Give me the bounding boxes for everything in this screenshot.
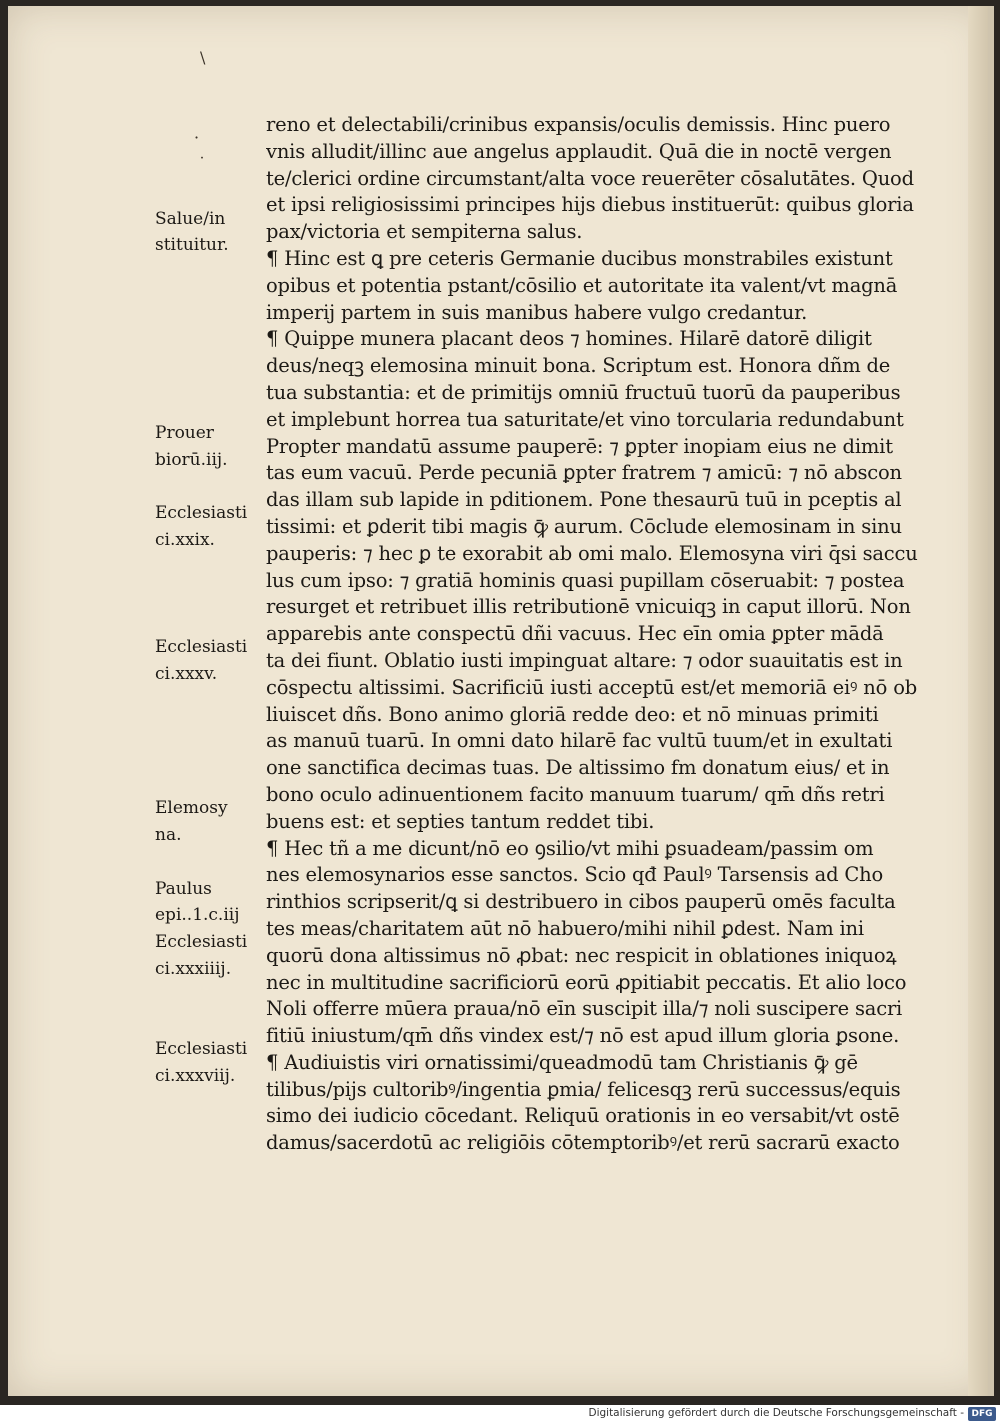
margin-note: Salue/in (155, 208, 226, 229)
text-line: tas eum vacuū. Perde pecuniā ꝑpter fratrem ⁊ amicū: ⁊ nō abscon (266, 461, 902, 485)
margin-note: ci.xxxv. (155, 664, 218, 685)
text-line: quorū dona altissimus nō ꝓbat: nec respicit in oblationes iniquoꝝ (266, 943, 897, 967)
main-text-block (266, 112, 936, 1157)
text-line: apparebis ante conspectū dñi vacuus. Hec eīn omia ꝑpter mādā (266, 622, 884, 646)
margin-note: ci.xxxiiij. (155, 959, 232, 979)
text-line: resurget et retribuet illis retributionē vnicuiqꝫ in caput illorū. Non (266, 595, 911, 619)
text-line: tilibus/pijs cultoribꝰ/ingentia ꝑmia/ felicesqꝫ rerū successus/equis (266, 1077, 901, 1101)
margin-note: ci.xxxviij. (155, 1066, 236, 1087)
text-line: pax/victoria et sempiterna salus. (266, 220, 583, 244)
text-line: reno et delectabili/crinibus expansis/oculis demissis. Hinc puero (266, 113, 891, 136)
text-line: bono oculo adinuentionem facito manuum tuarum/ qm̄ dñs retri (266, 782, 885, 806)
ink-mark: \ (200, 48, 206, 67)
text-line: ta dei fiunt. Oblatio iusti impinguat altare: ⁊ odor suauitatis est in (266, 648, 903, 672)
text-line: tes meas/charitatem aūt nō habuero/mihi nihil ꝑdest. Nam ini (266, 916, 864, 940)
margin-note: biorū.iij. (155, 449, 228, 470)
text-line: et ipsi religiosissimi principes hijs diebus instituerūt: quibus gloria (266, 193, 914, 217)
margin-note: Ecclesiasti (155, 503, 248, 524)
text-line: tissimi: et ꝑderit tibi magis ꝙ̄ aurum. Cōclude elemosinam in sinu (266, 514, 902, 538)
margin-note: Ecclesiasti (155, 1039, 248, 1060)
dfg-logo: DFG (968, 1407, 996, 1421)
ink-mark: ˙ (198, 154, 206, 173)
text-line: das illam sub lapide in pditionem. Pone thesaurū tuū in pceptis al (266, 488, 902, 512)
text-line: buens est: et septies tantum reddet tibi. (266, 809, 655, 833)
text-line: cōspectu altissimi. Sacrificiū iusti acceptū est/et memoriā eiꝰ nō ob (266, 675, 918, 699)
text-line: liuiscet dñs. Bono animo gloriā redde deo: et nō minuas primiti (266, 702, 879, 726)
margin-note: stituitur. (155, 235, 229, 256)
ink-mark: · (194, 128, 200, 147)
margin-note: Ecclesiasti (155, 932, 248, 953)
text-line: rinthios scripserit/ꝗ si destribuero in cibos pauperū omēs faculta (266, 890, 896, 914)
margin-note: Paulus (155, 878, 212, 899)
text-line: et implebunt horrea tua saturitate/et vino torcularia redundabunt (266, 407, 904, 431)
text-line: ¶ Quippe munera placant deos ⁊ homines. Hilarē datorē diligit (266, 327, 872, 351)
text-line: imperij partem in suis manibus habere vulgo credantur. (266, 300, 808, 324)
page-edge (968, 6, 988, 1396)
text-line: damus/sacerdotū ac religiōis cōtemptoribꝰ/et rerū sacrarū exacto (266, 1131, 900, 1155)
margin-note: Prouer (155, 423, 214, 443)
text-line: as manuū tuarū. In omni dato hilarē fac vultū tuum/et in exultati (266, 729, 893, 753)
text-line: lus cum ipso: ⁊ gratiā hominis quasi pupillam cōseruabit: ⁊ postea (266, 568, 905, 592)
footer-credit: Digitalisierung gefördert durch die Deutsche Forschungsgemeinschaft - (588, 1407, 964, 1419)
text-line: nes elemosynarios esse sanctos. Scio qđ Paulꝰ Tarsensis ad Cho (266, 863, 884, 887)
text-line: deus/neqꝫ elemosina minuit bona. Scriptum est. Honora dñm de (266, 354, 891, 378)
text-line: vnis alludit/illinc aue angelus applaudit. Quā die in noctē vergen (266, 139, 892, 163)
text-line: simo dei iudicio cōcedant. Reliquū orationis in eo versabit/vt ostē (266, 1104, 900, 1128)
margin-note: ci.xxix. (155, 530, 215, 551)
text-line: ¶ Hec tñ a me dicunt/nō eo ꝯsilio/vt mihi ꝑsuadeam/passim om (266, 836, 874, 860)
margin-note: Ecclesiasti (155, 637, 248, 658)
text-line: fitiū iniustum/qm̄ dñs vindex est/⁊ nō est apud illum gloria ꝑsone. (266, 1024, 900, 1048)
text-line: tua substantia: et de primitijs omniū fructuū tuorū da pauperibus (266, 380, 901, 404)
text-line: Noli offerre mūera praua/nō eīn suscipit illa/⁊ noli suscipere sacri (266, 997, 903, 1021)
text-line: Propter mandatū assume pauperē: ⁊ ꝑpter inopiam eius ne dimit (266, 434, 893, 458)
text-line: opibus et potentia pstant/cōsilio et autoritate ita valent/vt magnā (266, 273, 898, 297)
margin-note: epi..1.c.iij (155, 905, 240, 926)
margin-note: na. (155, 825, 182, 845)
text-line: ¶ Hinc est ꝗ pre ceteris Germanie ducibus monstrabiles existunt (266, 246, 893, 270)
footer-bar (0, 1405, 1000, 1425)
text-line: nec in multitudine sacrificiorū eorū ꝓpitiabit peccatis. Et alio loco (266, 970, 907, 994)
text-line: pauperis: ⁊ hec ꝑ te exorabit ab omi malo. Elemosyna viri q̄si saccu (266, 541, 918, 565)
text-line: one sanctifica decimas tuas. De altissimo fm donatum eius/ et in (266, 756, 890, 780)
text-line: te/clerici ordine circumstant/alta voce reuerēter cōsalutātes. Quod (266, 166, 914, 190)
margin-note: Elemosy (155, 798, 228, 819)
text-line: ¶ Audiuistis viri ornatissimi/queadmodū tam Christianis ꝙ̄ gē (266, 1050, 858, 1074)
